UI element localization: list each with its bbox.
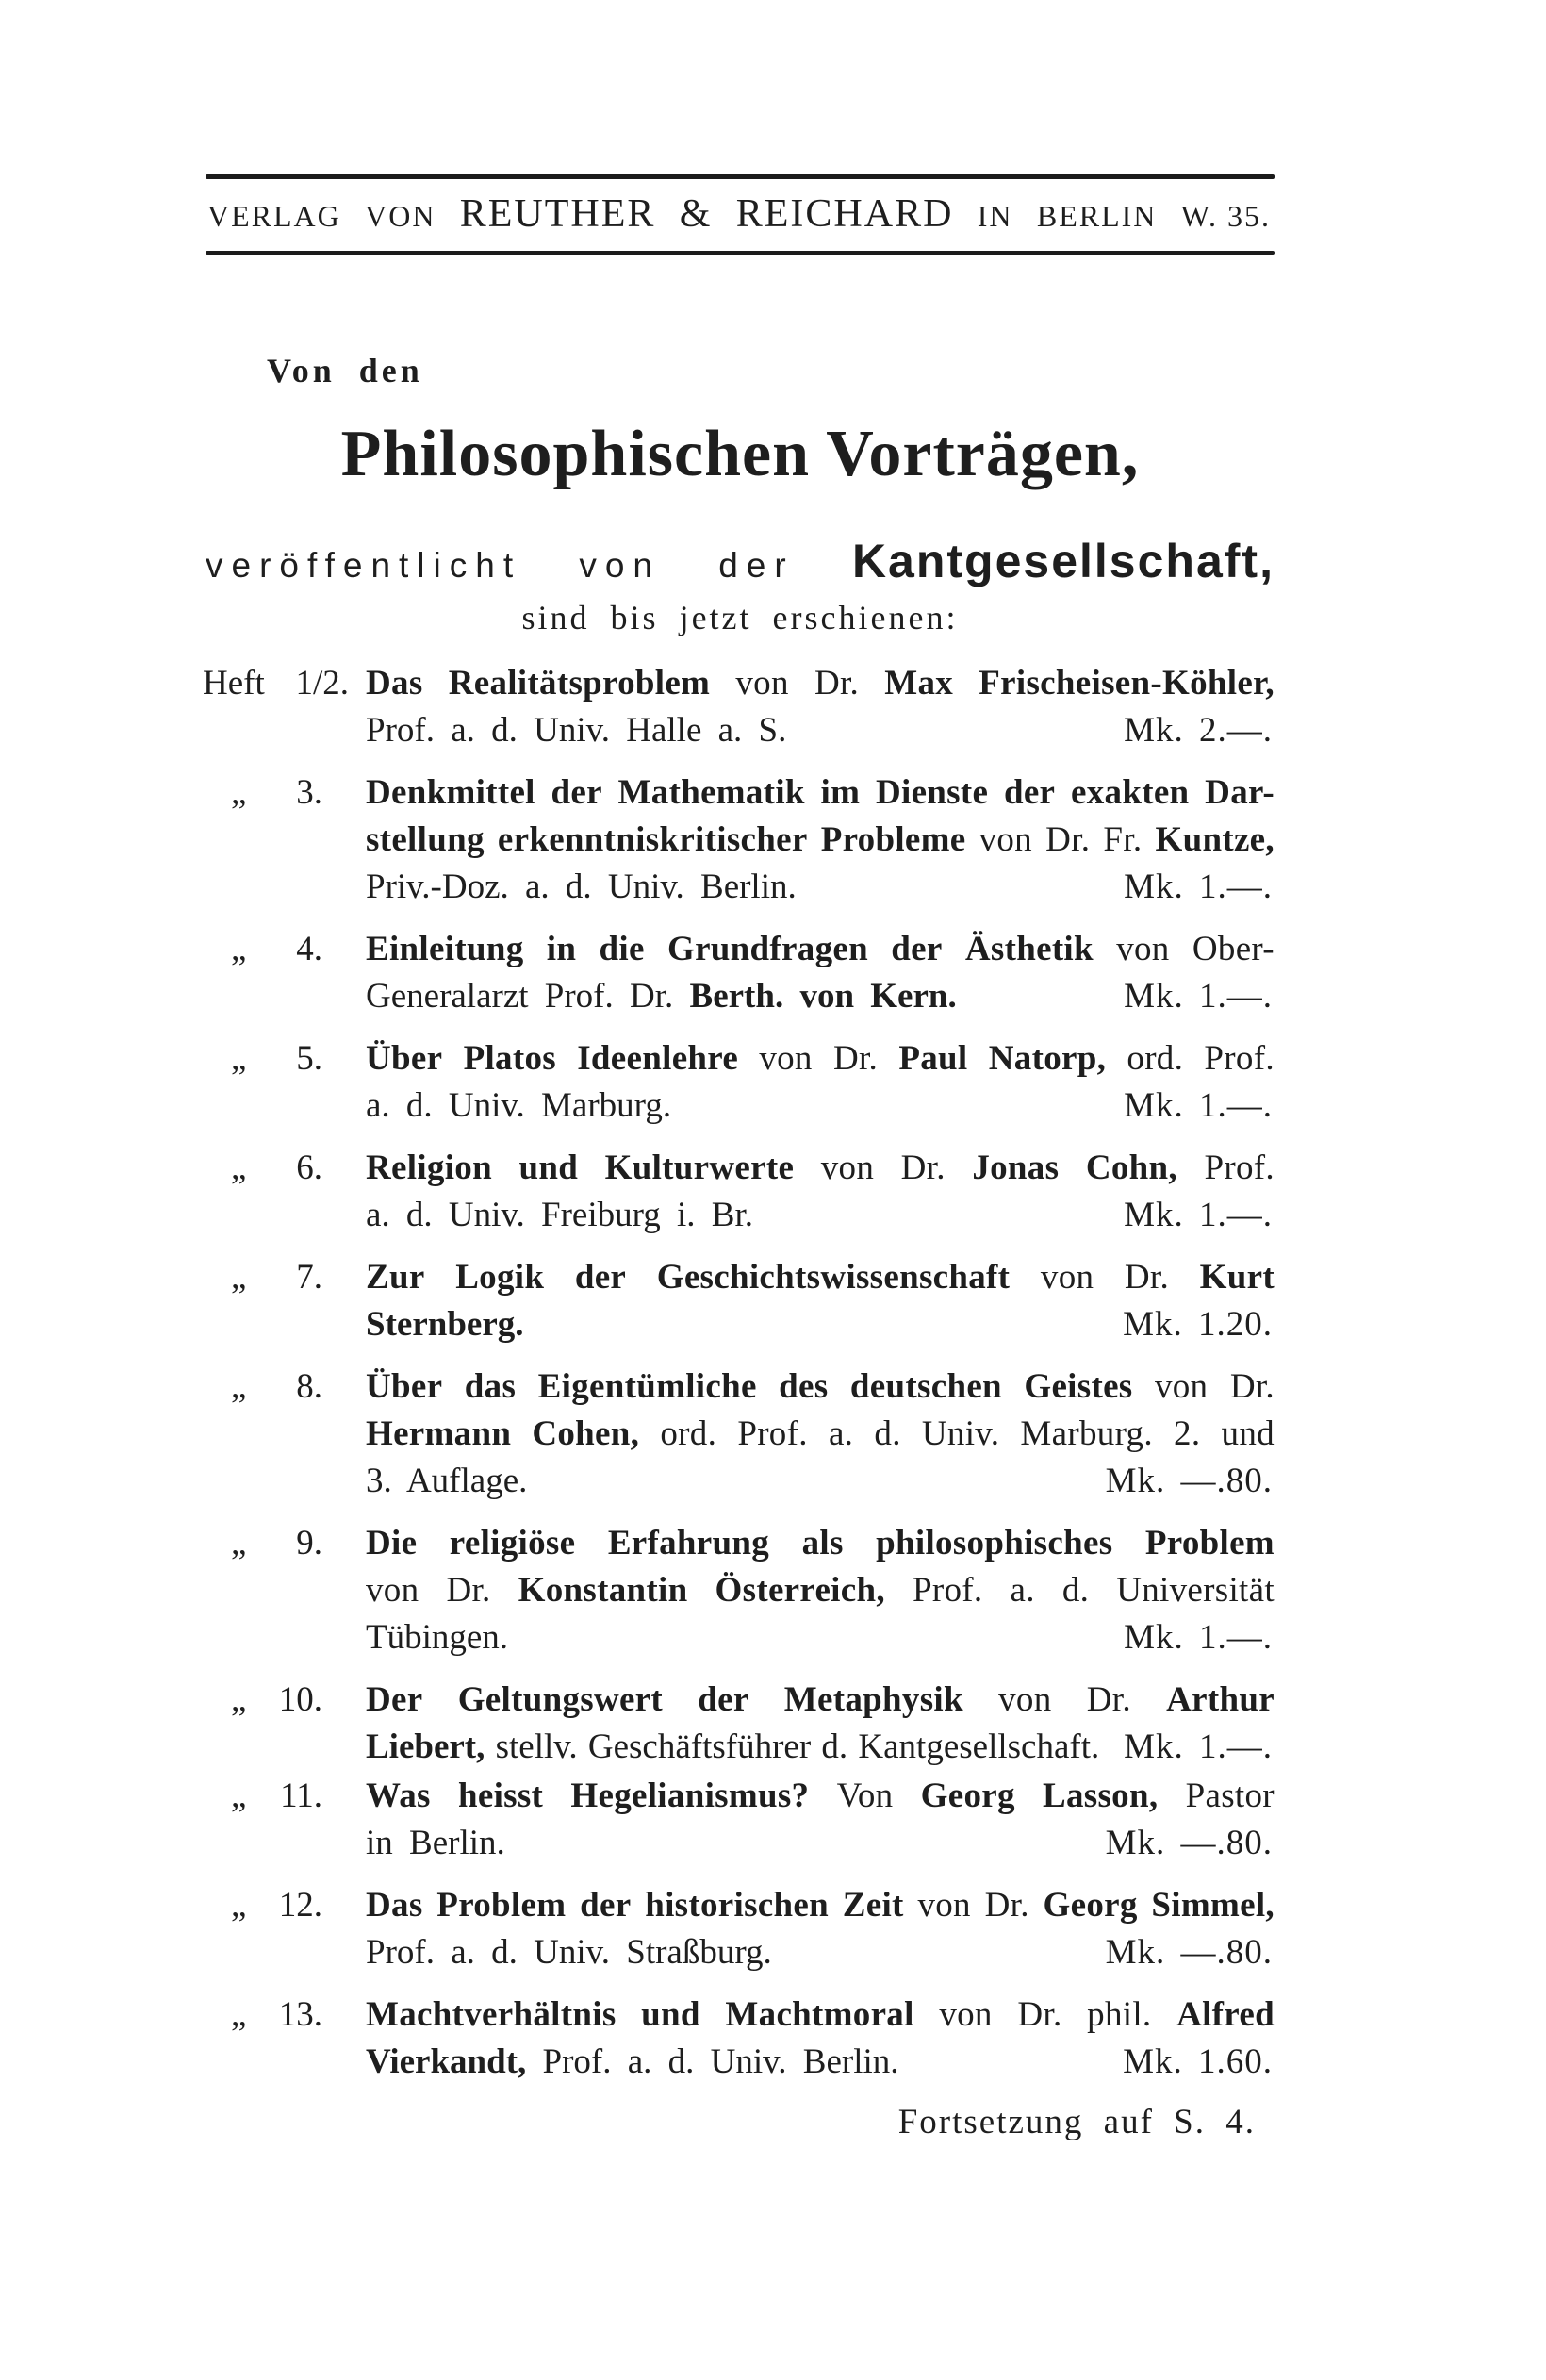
entry-line: [203, 1882, 1275, 1929]
entry-number: 10.: [278, 1680, 322, 1719]
text-word: Dr.: [1124, 1258, 1170, 1297]
text-word: Universität: [1116, 1571, 1275, 1610]
text-word: Georg: [1043, 1886, 1138, 1925]
text-word: der: [698, 1680, 749, 1719]
text-word: ord.: [660, 1414, 717, 1453]
entry-indent: [203, 1192, 366, 1239]
masthead-rule-bottom: [206, 251, 1275, 255]
publisher-name-line: [206, 179, 1275, 251]
entry-indent: [203, 1411, 366, 1458]
catalog-entries: [203, 660, 1275, 2086]
entry-indent: [203, 1820, 366, 1867]
text-word: a.: [1010, 1571, 1035, 1610]
entry-text-line: [366, 1411, 1275, 1458]
text-word: Probleme: [820, 820, 966, 859]
entry-indent: [203, 1614, 366, 1661]
publisher-name-word: BERLIN: [1036, 199, 1158, 233]
text-word: Prof.: [912, 1571, 983, 1610]
price-value: Mk. 1.—.: [1124, 1196, 1273, 1234]
text-word: Was: [366, 1777, 431, 1815]
entry-text-line: [366, 2039, 1275, 2086]
plain-text: stellv. Geschäftsführer d. Kantgesellschaft.: [495, 1727, 1100, 1766]
text-word: Jonas: [972, 1149, 1060, 1187]
text-word: Dienste: [875, 773, 989, 812]
text-word: Die: [366, 1524, 418, 1562]
entry-text-line: [366, 1364, 1275, 1411]
text-word: Ober-: [1192, 930, 1275, 968]
catalog-list: [203, 660, 1275, 2146]
emphasized-text: Liebert,: [366, 1727, 485, 1766]
ditto-mark: „: [231, 930, 247, 968]
entry-indent: [203, 1083, 366, 1130]
entry-line: [203, 1035, 1275, 1083]
entry-text-line: [366, 864, 1275, 911]
text-word: Dr.: [984, 1886, 1029, 1925]
text-word: Platos: [463, 1039, 556, 1078]
entry-text: [366, 2039, 899, 2086]
publisher-name-word: REUTHER: [459, 192, 656, 236]
entry-text-line: [366, 1458, 1275, 1505]
plain-text: a. d. Univ. Marburg.: [366, 1086, 672, 1125]
text-word: deutschen: [849, 1367, 1002, 1406]
entry-label: [203, 769, 366, 817]
ditto-mark: „: [231, 1524, 247, 1562]
text-word: Einleitung: [366, 930, 524, 968]
ditto-mark: „: [231, 1367, 247, 1406]
ditto-mark: „: [231, 1149, 247, 1187]
entry-indent: [203, 817, 366, 864]
entry-indent: [203, 1929, 366, 1976]
issued-line: sind bis jetzt erschienen:: [521, 599, 959, 636]
text-word: phil.: [1087, 1995, 1152, 2034]
text-word: Dr.: [1229, 1367, 1275, 1406]
entry-text: [366, 1458, 527, 1505]
text-word: religiöse: [449, 1524, 576, 1562]
plain-text: Priv.-Doz. a. d. Univ. Berlin.: [366, 868, 797, 906]
entry-indent: [203, 2039, 366, 2086]
text-word: Alfred: [1176, 1995, 1275, 2034]
publisher-name-word: REICHARD: [735, 192, 954, 236]
entry-text-line: [366, 660, 1275, 707]
text-word: Dr.: [814, 664, 860, 702]
entry-number: 1/2.: [295, 664, 349, 702]
text-word: Logik: [455, 1258, 545, 1297]
text-word: Österreich,: [715, 1571, 885, 1610]
entry-number: 11.: [280, 1777, 322, 1815]
text-word: der: [891, 930, 943, 968]
plain-text: Generalarzt Prof. Dr.: [366, 977, 674, 1016]
entry-text: [366, 1929, 772, 1976]
entry-label: [203, 1520, 366, 1567]
text-word: von: [820, 1149, 875, 1187]
text-word: Kuntze,: [1155, 820, 1275, 859]
entry-number: 3.: [296, 773, 322, 812]
publisher-name-word: VON: [365, 199, 436, 233]
text-word: Problem: [436, 1886, 567, 1925]
text-word: Erfahrung: [607, 1524, 770, 1562]
plain-text: Prof. a. d. Univ. Straßburg.: [366, 1933, 772, 1972]
text-word: Ästhetik: [964, 930, 1094, 968]
text-word: Das: [366, 1886, 423, 1925]
text-word: Ideenlehre: [577, 1039, 739, 1078]
plain-text: Tübingen.: [366, 1618, 509, 1657]
text-word: Der: [366, 1680, 423, 1719]
entry-text: [366, 973, 957, 1020]
catalog-entry: [203, 1035, 1275, 1130]
entry-text-line: [366, 1567, 1275, 1614]
text-word: Frischeisen-Köhler,: [979, 664, 1275, 702]
entry-number: 9.: [296, 1524, 322, 1562]
catalog-entry: [203, 660, 1275, 754]
ditto-mark: „: [231, 773, 247, 812]
price-value: Mk. 1.—.: [1124, 868, 1273, 906]
text-word: Dr.: [1045, 820, 1091, 859]
price-value: Mk. —.80.: [1105, 1824, 1273, 1862]
text-word: Denkmittel: [366, 773, 535, 812]
entry-text-line: [366, 1083, 1275, 1130]
published-word: der: [718, 546, 795, 585]
price-value: Mk. 1.20.: [1123, 1305, 1273, 1344]
text-word: Kulturwerte: [604, 1149, 795, 1187]
entry-indent: [203, 973, 366, 1020]
entry-number: 13.: [278, 1995, 322, 2034]
entry-line: [203, 1364, 1275, 1411]
text-word: Dar-: [1205, 773, 1275, 812]
entry-line: [203, 1301, 1275, 1348]
entry-number: 7.: [296, 1258, 322, 1297]
entry-indent: [203, 1567, 366, 1614]
text-word: von: [1154, 1367, 1209, 1406]
entry-line: [203, 1773, 1275, 1820]
price-value: Mk. 1.—.: [1124, 1086, 1273, 1125]
text-word: Dr.: [1017, 1995, 1062, 2034]
text-word: Von: [836, 1777, 894, 1815]
entry-number: 4.: [296, 930, 322, 968]
entry-label: [203, 1364, 366, 1411]
entry-number: 8.: [296, 1367, 322, 1406]
entry-text: [366, 1192, 753, 1239]
entry-text-line: [366, 1145, 1275, 1192]
text-word: Dr.: [900, 1149, 946, 1187]
entry-text-line: [366, 1035, 1275, 1083]
text-word: Zeit: [842, 1886, 904, 1925]
catalog-entry: [203, 1145, 1275, 1239]
text-word: Dr.: [832, 1039, 879, 1078]
price-value: Mk. 1.60.: [1123, 2042, 1273, 2081]
entry-line: [203, 817, 1275, 864]
text-word: philosophisches: [876, 1524, 1113, 1562]
text-word: Fr.: [1103, 820, 1143, 859]
text-word: von: [759, 1039, 813, 1078]
entry-text-line: [366, 926, 1275, 973]
text-word: Georg: [920, 1777, 1015, 1815]
text-word: Marburg.: [1020, 1414, 1153, 1453]
text-word: Lasson,: [1043, 1777, 1159, 1815]
published-word: von: [579, 546, 661, 585]
text-word: 2.: [1174, 1414, 1201, 1453]
entry-line: [203, 1411, 1275, 1458]
catalog-entry: [203, 1992, 1275, 2086]
emphasized-text: Sternberg.: [366, 1305, 524, 1344]
entry-number: 12.: [278, 1886, 322, 1925]
text-word: Prof.: [1204, 1149, 1275, 1187]
text-word: Über: [366, 1039, 443, 1078]
entry-text-line: [366, 1992, 1275, 2039]
price-value: Mk. —.80.: [1105, 1933, 1273, 1972]
price-value: Mk. 1.—.: [1124, 1727, 1273, 1766]
text-word: und: [518, 1149, 579, 1187]
entry-text-line: [366, 1520, 1275, 1567]
text-word: und: [641, 1995, 700, 2034]
entry-line: [203, 2039, 1275, 2086]
plain-text: 3. Auflage.: [366, 1462, 528, 1500]
catalog-entry: [203, 769, 1275, 911]
entry-indent: [203, 1724, 366, 1771]
text-word: der: [580, 1886, 632, 1925]
text-word: Max: [884, 664, 954, 702]
text-word: und: [1221, 1414, 1275, 1453]
text-word: Cohn,: [1085, 1149, 1177, 1187]
entry-line: [203, 1083, 1275, 1130]
entry-label: [203, 1145, 366, 1192]
catalog-entry: [203, 1773, 1275, 1867]
entry-number: 6.: [296, 1149, 322, 1187]
plain-text: in Berlin.: [366, 1824, 505, 1862]
entry-text-line: [366, 1882, 1275, 1929]
entry-text: [366, 1820, 505, 1867]
text-word: von: [1116, 930, 1170, 968]
entry-text-line: [366, 1677, 1275, 1724]
entry-label-word: Heft: [203, 664, 265, 702]
price-value: Mk. 2.—.: [1124, 711, 1273, 750]
entry-line: [203, 1458, 1275, 1505]
entry-line: [203, 1567, 1275, 1614]
entry-label: [203, 1773, 366, 1820]
entry-line: [203, 1724, 1275, 1771]
entry-text-line: [366, 1192, 1275, 1239]
entry-text-line: [366, 707, 1275, 754]
text-word: Metaphysik: [783, 1680, 963, 1719]
published-by-line: [206, 534, 1275, 588]
text-word: Über: [366, 1367, 443, 1406]
catalog-entry: [203, 1364, 1275, 1505]
ditto-mark: „: [231, 1995, 247, 2034]
text-word: Hegelianismus?: [570, 1777, 810, 1815]
text-word: d.: [1061, 1571, 1090, 1610]
entry-line: [203, 769, 1275, 817]
ditto-mark: „: [231, 1039, 247, 1078]
text-word: das: [464, 1367, 517, 1406]
text-word: a.: [828, 1414, 854, 1453]
text-word: Konstantin: [518, 1571, 688, 1610]
text-word: Prof.: [1204, 1039, 1275, 1078]
text-word: Grundfragen: [667, 930, 868, 968]
text-word: Machtmoral: [725, 1995, 914, 2034]
text-word: Geltungswert: [457, 1680, 664, 1719]
text-word: im: [820, 773, 861, 812]
entry-label: [203, 1035, 366, 1083]
publisher-name-word: VERLAG: [207, 199, 341, 233]
text-word: exakten: [1071, 773, 1190, 812]
catalog-entry: [203, 1677, 1275, 1771]
text-word: die: [599, 930, 645, 968]
entry-line: [203, 1254, 1275, 1301]
text-word: von: [939, 1995, 993, 2034]
entry-label: [203, 1882, 366, 1929]
publisher-name-word: IN: [977, 199, 1013, 233]
text-word: erkenntniskritischer: [497, 820, 808, 859]
series-title: Philosophischen Vorträgen,: [340, 418, 1140, 490]
text-word: Simmel,: [1151, 1886, 1275, 1925]
plain-text: a. d. Univ. Freiburg i. Br.: [366, 1196, 754, 1234]
entry-text-line: [366, 817, 1275, 864]
text-word: Paul: [898, 1039, 968, 1078]
entry-line: [203, 660, 1275, 707]
entry-label: [203, 1254, 366, 1301]
emphasized-text: Berth. von Kern.: [689, 977, 957, 1016]
ditto-mark: „: [231, 1777, 247, 1815]
continuation-note: Fortsetzung auf S. 4.: [897, 2103, 1256, 2141]
entry-text: [366, 1614, 508, 1661]
catalog-entry: [203, 1520, 1275, 1661]
entry-line: [203, 1614, 1275, 1661]
text-word: Dr.: [446, 1571, 491, 1610]
text-word: d.: [874, 1414, 901, 1453]
text-word: Cohen,: [532, 1414, 640, 1453]
price-value: Mk. 1.—.: [1124, 977, 1273, 1016]
text-word: als: [801, 1524, 844, 1562]
entry-line: [203, 864, 1275, 911]
text-word: Prof.: [737, 1414, 808, 1453]
catalog-entry: [203, 1882, 1275, 1976]
published-word: veröffentlicht: [206, 546, 522, 585]
emphasized-text: Vierkandt,: [366, 2042, 527, 2081]
price-value: Mk. 1.—.: [1124, 1618, 1273, 1657]
text-word: Machtverhältnis: [366, 1995, 617, 2034]
entry-label: [203, 1677, 366, 1724]
text-word: Kurt: [1199, 1258, 1275, 1297]
entry-line: [203, 707, 1275, 754]
entry-line: [203, 1145, 1275, 1192]
text-word: Eigentümliche: [537, 1367, 757, 1406]
text-word: Zur: [366, 1258, 425, 1297]
text-word: der: [1003, 773, 1056, 812]
text-word: von: [998, 1680, 1052, 1719]
text-word: Arthur: [1166, 1680, 1275, 1719]
ditto-mark: „: [231, 1258, 247, 1297]
text-word: ord.: [1127, 1039, 1184, 1078]
entry-label: [203, 1992, 366, 2039]
price-value: Mk. —.80.: [1105, 1462, 1273, 1500]
text-word: von: [366, 1571, 419, 1610]
plain-text: Prof. a. d. Univ. Berlin.: [542, 2042, 899, 2081]
publisher-name-word: W. 35.: [1180, 199, 1271, 233]
entry-text: [366, 864, 797, 911]
publisher-masthead: [206, 174, 1275, 255]
entry-number: 5.: [296, 1039, 322, 1078]
text-word: der: [574, 1258, 627, 1297]
entry-text-line: [366, 973, 1275, 1020]
publisher-name-word: &: [679, 192, 713, 236]
text-word: heisst: [457, 1777, 544, 1815]
text-word: Hermann: [366, 1414, 512, 1453]
entry-line: [203, 1192, 1275, 1239]
text-word: Univ.: [921, 1414, 1000, 1453]
entry-line: [203, 973, 1275, 1020]
entry-text-line: [366, 769, 1275, 817]
entry-text-line: [366, 1254, 1275, 1301]
entry-label: [203, 926, 366, 973]
entry-text: [366, 1301, 524, 1348]
ditto-mark: „: [231, 1886, 247, 1925]
entry-text: [366, 707, 786, 754]
entry-line: [203, 1677, 1275, 1724]
text-word: stellung: [366, 820, 485, 859]
text-word: historischen: [645, 1886, 829, 1925]
text-word: von: [1040, 1258, 1094, 1297]
text-word: des: [779, 1367, 829, 1406]
text-word: Pastor: [1185, 1777, 1275, 1815]
entry-indent: [203, 1301, 366, 1348]
entry-text-line: [366, 1724, 1275, 1771]
plain-text: Prof. a. d. Univ. Halle a. S.: [366, 711, 787, 750]
text-word: Natorp,: [988, 1039, 1107, 1078]
entry-indent: [203, 1458, 366, 1505]
entry-line: [203, 1992, 1275, 2039]
text-word: von: [917, 1886, 971, 1925]
entry-line: [203, 1929, 1275, 1976]
text-word: Das: [366, 664, 423, 702]
entry-indent: [203, 707, 366, 754]
entry-text: [366, 1724, 1099, 1771]
catalog-entry: [203, 926, 1275, 1020]
text-word: in: [546, 930, 577, 968]
entry-label: [203, 660, 366, 707]
entry-indent: [203, 864, 366, 911]
entry-text-line: [366, 1614, 1275, 1661]
ditto-mark: „: [231, 1680, 247, 1719]
entry-text-line: [366, 1929, 1275, 1976]
lead-in-text: Von den: [267, 352, 423, 389]
text-word: Geschichtswissenschaft: [656, 1258, 1011, 1297]
text-word: Mathematik: [617, 773, 805, 812]
catalog-entry: [203, 1254, 1275, 1348]
text-word: von: [979, 820, 1032, 859]
text-word: der: [551, 773, 602, 812]
text-word: Dr.: [1086, 1680, 1131, 1719]
entry-line: [203, 1820, 1275, 1867]
entry-line: [203, 1520, 1275, 1567]
text-word: Geistes: [1024, 1367, 1133, 1406]
entry-text-line: [366, 1820, 1275, 1867]
text-word: Realitätsproblem: [448, 664, 711, 702]
text-word: von: [735, 664, 789, 702]
entry-text-line: [366, 1773, 1275, 1820]
text-word: Problem: [1144, 1524, 1275, 1562]
entry-text-line: [366, 1301, 1275, 1348]
entry-text: [366, 1083, 671, 1130]
text-word: Religion: [366, 1149, 492, 1187]
society-name: Kantgesellschaft,: [851, 535, 1275, 587]
entry-line: [203, 926, 1275, 973]
